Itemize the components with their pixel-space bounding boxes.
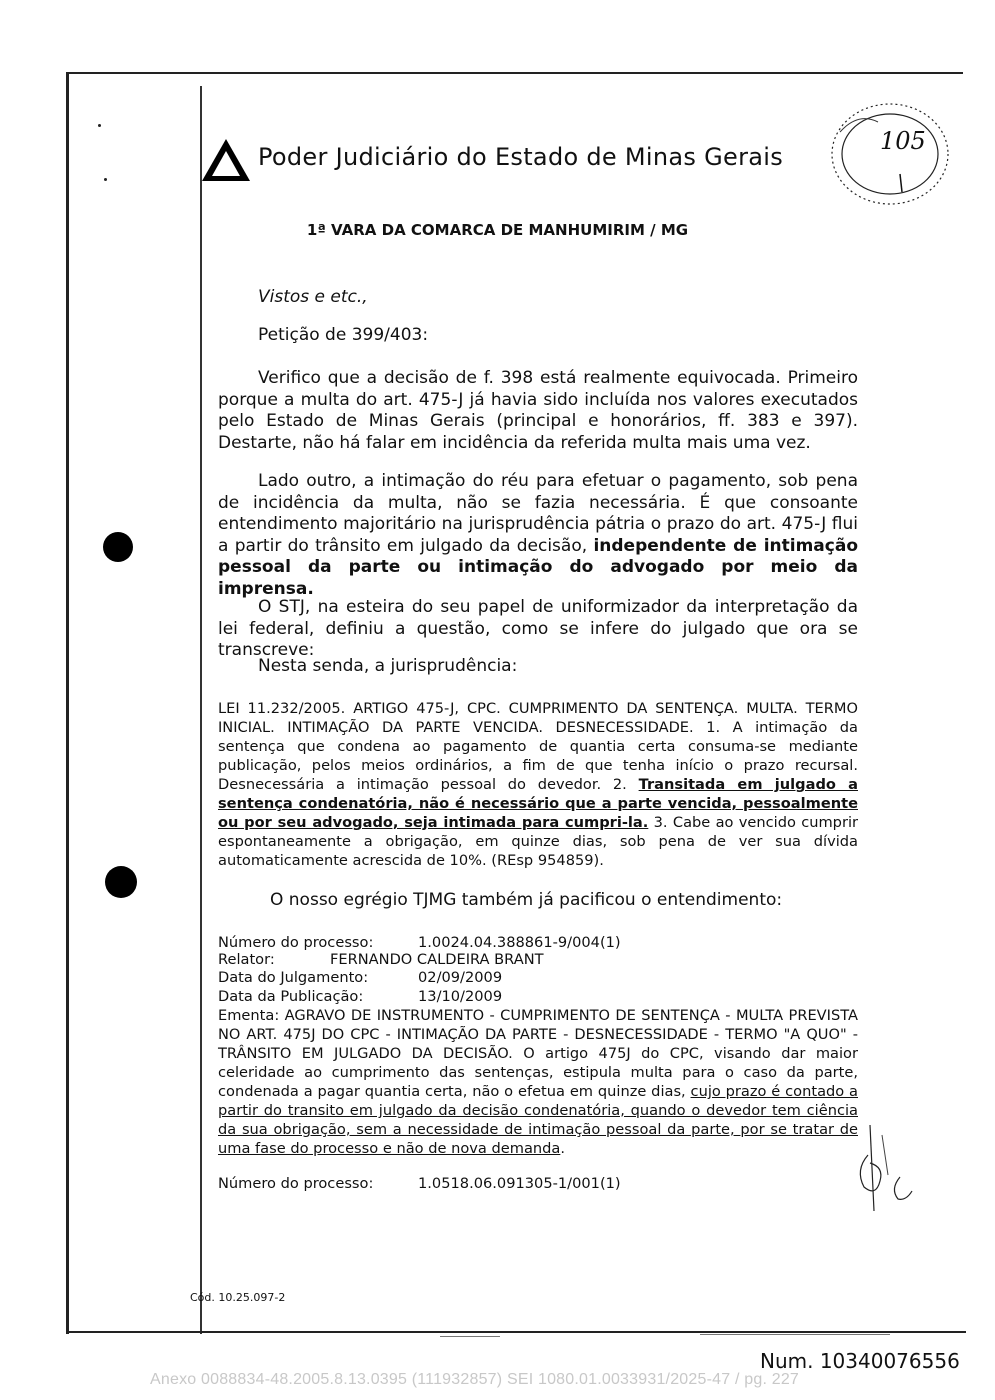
stamp-number: 105: [880, 127, 926, 155]
stj-quote-highlight: Transitada em julgado a sentença condenatória, não é necessário que a parte vencida, pessoalmente ou por seu advogado, seja intimada para cumpri-la.: [218, 776, 858, 831]
case2-process-row: Número do processo: 1.0518.06.091305-1/001(1): [218, 1175, 621, 1192]
annex-footer: Anexo 0088834-48.2005.8.13.0395 (111932857) SEI 1080.01.0033931/2025-47 / pg. 227: [150, 1371, 800, 1388]
case1-ementa: Ementa: AGRAVO DE INSTRUMENTO - CUMPRIMENTO DE SENTENÇA - MULTA PREVISTA NO ART. 475J DO CPC - INTIMAÇÃO DA PARTE - DESNECESSIDADE - TERMO "A QUO" - TRÂNSITO EM JULGADO DA DECISÃO. O artigo 475J do CPC, visando dar maior celeridade ao cumprimento das sentenças, estipula multa para o caso da parte, condenada a pagar quantia certa, não o efetua em quinze dias, cujo prazo é contado a partir do transito em julgado da decisão condenatória, quando o devedor tem ciência da sua obrigação, sem a necessidade de intimação pessoal da parte, por se tratar de uma fase do processo e não de nova demanda.: [218, 1007, 858, 1157]
handwritten-signature: [840, 1115, 940, 1215]
form-code: Cód. 10.25.097-2: [190, 1291, 286, 1304]
stj-quote: LEI 11.232/2005. ARTIGO 475-J, CPC. CUMPRIMENTO DA SENTENÇA. MULTA. TERMO INICIAL. INTIMAÇÃO DA PARTE VENCIDA. DESNECESSIDADE. 1. A intimação da sentença que condena ao pagamento de quantia certa consuma-se mediante publicação, pelos meios ordinários, a fim de que tenha início o prazo recursal. Desnecessária a intimação pessoal do devedor. 2. Transitada em julgado a sentença condenatória, não é necessário que a parte vencida, pessoalmente ou por seu advogado, seja intimada para cumpri-la. 3. Cabe ao vencido cumprir espontaneamente a obrigação, em quinze dias, sob pena de ver sua dívida automaticamente acrescida de 10%. (REsp 954859).: [218, 700, 859, 869]
punch-hole-top: [103, 532, 133, 562]
scan-line-fragment: [700, 1334, 890, 1335]
institution-title: Poder Judiciário do Estado de Minas Gerais: [258, 143, 784, 171]
punch-hole-bottom: [105, 866, 137, 898]
page-frame-left: [66, 72, 69, 1334]
scan-speck: [104, 178, 107, 181]
case1-process-row: Número do processo: 1.0024.04.388861-9/004(1): [218, 934, 621, 951]
paragraph-3: O STJ, na esteira do seu papel de uniformizador da interpretação da lei federal, definiu a questão, como se infere do julgado que ora se transcreve:: [218, 597, 858, 660]
case1-ementa-highlight: cujo prazo é contado a partir do transito em julgado da decisão condenatória, quando o devedor tem ciência da sua obrigação, sem a necessidade de intimação pessoal da parte, por se tratar de uma fase do processo e não de nova demanda: [218, 1083, 858, 1157]
court-logo-icon: [200, 137, 252, 185]
paragraph-5: O nosso egrégio TJMG também já pacificou o entendimento:: [270, 890, 783, 910]
document-number: Num. 10340076556: [760, 1349, 960, 1373]
paragraph-1: Verifico que a decisão de f. 398 está realmente equivocada. Primeiro porque a multa do art. 475-J já havia sido incluída nos valores executados pelo Estado de Minas Gerais (principal e honorários, ff. 383 e 397). Destarte, não há falar em incidência da referida multa mais uma vez.: [218, 368, 858, 453]
opening: Vistos e etc.,: [258, 287, 368, 307]
court-title: 1ª VARA DA COMARCA DE MANHUMIRIM / MG: [306, 221, 689, 239]
page-frame-top: [68, 72, 963, 74]
paragraph-2: Lado outro, a intimação do réu para efetuar o pagamento, sob pena de incidência da multa, não se fazia necessária. É que consoante entendimento majoritário na jurisprudência pátria o prazo do art. 475-J flui a partir do trânsito em julgado da decisão, independente de intimação pessoal da parte ou intimação do advogado por meio da imprensa.: [218, 471, 858, 599]
page-frame-margin-line: [200, 86, 202, 1334]
case1-publication-row: Data da Publicação: 13/10/2009: [218, 988, 503, 1005]
scan-line-fragment: [440, 1336, 500, 1337]
case1-judgment-row: Data do Julgamento: 02/09/2009: [218, 969, 503, 986]
petition-reference: Petição de 399/403:: [258, 325, 429, 345]
scan-speck: [98, 124, 101, 127]
paragraph-4: Nesta senda, a jurisprudência:: [258, 656, 518, 676]
case1-relator-row: Relator: FERNANDO CALDEIRA BRANT: [218, 951, 544, 968]
paragraph-2-emphasis: independente de intimação pessoal da parte ou intimação do advogado por meio da imprensa.: [218, 535, 858, 599]
page-frame-bottom: [66, 1331, 966, 1333]
